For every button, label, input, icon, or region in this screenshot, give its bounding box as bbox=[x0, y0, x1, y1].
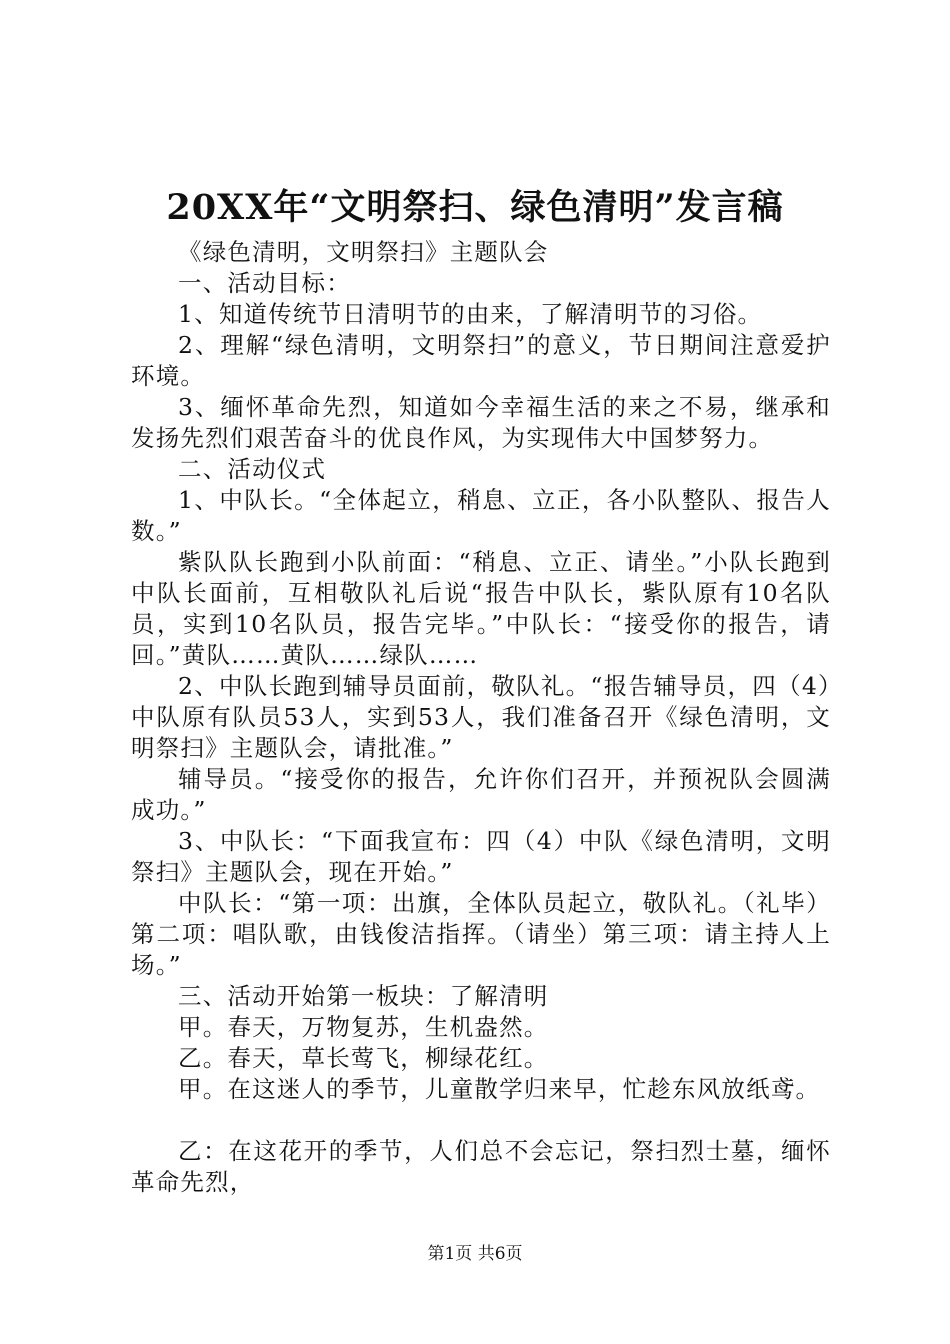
paragraph: 乙。春天，草长莺飞，柳绿花红。 bbox=[178, 1044, 549, 1072]
paragraph: 一、活动目标： bbox=[178, 269, 351, 297]
blank-line bbox=[131, 1105, 831, 1136]
paragraph: 三、活动开始第一板块：了解清明 bbox=[178, 982, 549, 1010]
paragraph: 1、中队长。“全体起立，稍息、立正，各小队整队、报告人数。” bbox=[131, 486, 831, 545]
paragraph: 2、中队长跑到辅导员面前，敬队礼。“报告辅导员，四（4）中队原有队员53人，实到53人，我们准备召开《绿色清明，文明祭扫》主题队会，请批准。” bbox=[131, 672, 831, 762]
paragraph: 1、知道传统节日清明节的由来，了解清明节的习俗。 bbox=[178, 300, 763, 328]
paragraph: 二、活动仪式 bbox=[178, 455, 327, 483]
paragraph: 3、缅怀革命先烈，知道如今幸福生活的来之不易，继承和发扬先烈们艰苦奋斗的优良作风，为实现伟大中国梦努力。 bbox=[131, 393, 831, 452]
page-footer: 第1页 共6页 bbox=[427, 1244, 523, 1264]
paragraph: 乙：在这花开的季节，人们总不会忘记，祭扫烈士墓，缅怀革命先烈， bbox=[131, 1137, 831, 1196]
document-body bbox=[131, 237, 831, 1198]
paragraph: 甲。春天，万物复苏，生机盎然。 bbox=[178, 1013, 549, 1041]
paragraph: 紫队队长跑到小队前面：“稍息、立正、请坐。”小队长跑到中队长面前，互相敬队礼后说“报告中队长，紫队原有10名队员，实到10名队员，报告完毕。”中队长：“接受你的报告，请回。”黄队……黄队……绿队…… bbox=[131, 548, 831, 669]
paragraph: 2、理解“绿色清明，文明祭扫”的意义，节日期间注意爱护环境。 bbox=[131, 331, 831, 390]
document-title: 20XX年“文明祭扫、绿色清明”发言稿 bbox=[166, 187, 784, 228]
paragraph: 辅导员。“接受你的报告，允许你们召开，并预祝队会圆满成功。” bbox=[131, 765, 831, 824]
paragraph: 3、中队长：“下面我宣布：四（4）中队《绿色清明，文明祭扫》主题队会，现在开始。” bbox=[131, 827, 831, 886]
paragraph: 《绿色清明，文明祭扫》主题队会 bbox=[178, 238, 549, 266]
paragraph: 中队长：“第一项：出旗，全体队员起立，敬队礼。（礼毕）第二项：唱队歌，由钱俊洁指挥。（请坐）第三项：请主持人上场。” bbox=[131, 889, 831, 979]
paragraph: 甲。在这迷人的季节，儿童散学归来早，忙趁东风放纸鸢。 bbox=[178, 1075, 821, 1103]
